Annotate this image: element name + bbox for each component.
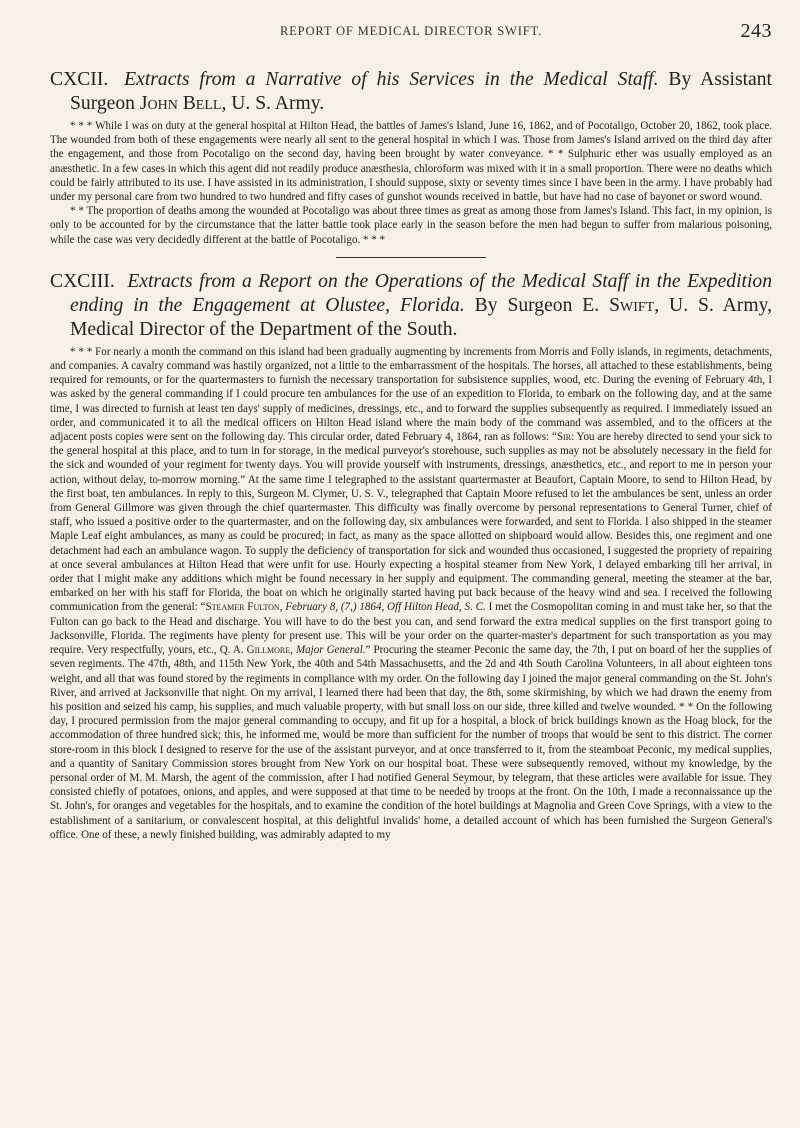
section-heading-cxciii	[50, 270, 772, 342]
page-number: 243	[740, 20, 772, 42]
page	[50, 22, 772, 842]
author-affiliation: , U. S. Army, Medical Director of the Department of the South.	[70, 294, 772, 340]
author-name: John Bell	[139, 93, 222, 114]
paragraph: * * * While I was on duty at the general hospital at Hilton Head, the battles of James's Island, June 16, 1862, and of Pocotaligo, October 20, 1862, took place. The wounded from both of these engagements were nearly all sent to the general hospital in which I was. Those from James's Island arrived on the third day after the engagement, and those from Pocotaligo on the second day, having been brought by water conveyance. * * Sulphuric ether was usually employed as an anæsthetic. In a few cases in which this agent did not readily produce anæsthesia, chloroform was mixed with it in a small proportion. There were no deaths which could be fairly attributed to its use. I have assisted in its administration, I should suppose, sixty or seventy times since I have been in the army. I have probably had under my personal care from two hundred to two hundred and fifty cases of gunshot wounds received in battle, but have had no case of bayonet or sword wound.	[50, 120, 772, 204]
signature-title: , Major General.	[290, 644, 366, 657]
section-heading-cxcii	[50, 68, 772, 116]
paragraph: * * The proportion of deaths among the wounded at Pocotaligo was about three times as great as among those from James's Island. This fact, in my opinion, is only to be accounted for by the circumstance that the latter battle took place early in the season before the men had begun to suffer from malarious poisoning, while the case was very decidedly different at the battle of Pocotaligo. * * *	[50, 205, 772, 246]
author-name: Swift	[609, 294, 655, 316]
section-title: Extracts from a Narrative of his Services in the Medical Staff.	[124, 69, 659, 90]
text-run: : You are hereby directed to send your sick to the general hospital at this place, and to turn in for storage, in the medical purveyor's storehouse, such supplies as may not be absolutely necessary in the field for the sick and wounded of your regiment for twenty days. You will provide yourself with instruments, dressings, anæsthetics, etc., and report to me in person your action, without delay, to-morrow morning.” At the same time I telegraphed to the assistant quartermaster at Beaufort, Captain Moore, to send to Hilton Head, by the first boat, ten ambulances. In reply to this, Surgeon M. Clymer, U. S. V., telegraphed that Captain Moore refused to let the ambulances be sent, unless an order from General Gillmore was given through the chief quartermaster. This difficulty was finally overcome by personal representations to General Turner, chief of staff, who issued a positive order to the quartermaster, and on the following day, six ambulances were forwarded, and sent to Florida. I also shipped in the steamer Maple Leaf eight ambulances, as many as could be procured; in fact, as many as the space allotted on shipboard would allow. Besides this, one regiment and one detachment had each an ambulance wagon. To supply the deficiency of transportation for sick and wounded thus occasioned, I suggested the propriety of repairing at once several ambulances at Hilton Head that were unfit for use. Hourly expecting a hospital steamer from New York, I delayed embarking till her arrival, in order that I might make any additions which might be found necessary in her supply and equipment. The commanding general, meeting the steamer at the bar, embarked on her with his staff for Florida, the boat on which he originally started having put back because of the heavy wind and sea. I received the following communication from the general: “	[50, 431, 772, 614]
paragraph	[50, 345, 772, 842]
section-byline: By Surgeon E.	[474, 294, 600, 316]
section-title: Extracts from a Report on the Operations of the Medical Staff in the Expedition ending in the Engagement at Olustee, Florida.	[70, 270, 773, 316]
signature-name: Gillmore	[246, 644, 291, 657]
section-number: CXCII.	[50, 69, 109, 90]
author-affiliation: , U. S. Army.	[221, 93, 325, 114]
steamer-name: Steamer Fulton	[205, 601, 280, 614]
section-byline: By Assistant Surgeon	[70, 69, 772, 114]
section-divider	[336, 257, 486, 258]
running-head-title: REPORT OF MEDICAL DIRECTOR SWIFT.	[279, 24, 543, 38]
text-run: I met the Cosmopolitan coming in and must take her, so that the Fulton can go back to the Head and discharge. You will have to do the best you can, and send forward the extra medical supplies on the first transport going to Jacksonville, Florida. The regiments have plenty for present use. This will be your order on the quarter-master's department for such transportation as you may require. Very respectfully, yours, etc., Q. A.	[50, 601, 773, 657]
text-run: * * * For nearly a month the command on this island had been gradually augmenting by increments from Morris and Folly islands, in regiments, detachments, and companies. A cavalry command was hastily organized, not a little to the embarrassment of the hospitals. The horses, all attached to these establishments, being required for remounts, or for the quartermasters to furnish the necessary transportation for subsistence supplies, wood, etc. During the evening of February 4th, I was asked by the general commanding if I could procure ten ambulances for the use of an expedition to Florida, to embark on the following day, and at the same time, I was directed to furnish at least ten days' supply of medicines, dressings, etc., and to forward the supplies subsequently as required. I immediately issued an order, and communicated it to all the medical officers on Hilton Head island where the main body of the command was assembled, and to the officers at the adjacent posts copies were sent on the following day. This circular order, dated February 4, 1864, ran as follows: “	[50, 345, 772, 444]
dateline: , February 8, (7,) 1864, Off Hilton Head, S. C.	[279, 601, 486, 614]
running-head	[50, 22, 772, 62]
salutation: Sir	[556, 431, 572, 444]
text-run: ” Procuring the steamer Peconic the same day, the 7th, I put on board of her the supplies of seven regiments. The 47th, 48th, and 115th New York, the 40th and 54th Massachusetts, and the 2d and 4th South Carolina Volunteers, in all about eighteen tons weight, and all that was found stored by the regiments in compliance with my order. On the following day I joined the major general commanding on the St. John's River, and arrived at Jacksonville that night. On my arrival, I learned there had been that day, the 8th, some skirmishing, by which we had drawn the enemy from his position and seized his camp, his supplies, and much valuable property, with but small loss on our side, three killed and twelve wounded. * * On the following day, I procured permission from the major general commanding to occupy, and fit up for a hospital, a block of brick buildings known as the Hoag block, for the accommodation of three hundred sick; this, he informed me, would be more than sufficient for the number of troops that would be sent to this district. The corner store-room in this block I designed to reserve for the use of the assistant purveyor, and at once transferred to it, from the steamboat Peconic, my medical supplies, and a quantity of Sanitary Commission stores brought from New York on our hospital boat. These were subsequently removed, without my knowledge, by the personal order of M. M. Marsh, the agent of the commission, after I had notified General Seymour, by telegram, that these articles were available for issue. They consisted chiefly of potatoes, onions, and apples, and were supposed at that time to be needed by troops at the front. On the 10th, I made a reconnaissance up the St. John's, for oranges and vegetables for the hospitals, and to examine the condition of the hotel buildings at Magnolia and Green Cove Springs, with a view to the establishment of a sanitarium, or convalescent hospital, at this delightful invalids' home, a detailed account of which has been furnished the Surgeon General's office. One of these, a newly finished building, was admirably adapted to my	[50, 644, 772, 841]
section-number: CXCIII.	[50, 270, 115, 292]
